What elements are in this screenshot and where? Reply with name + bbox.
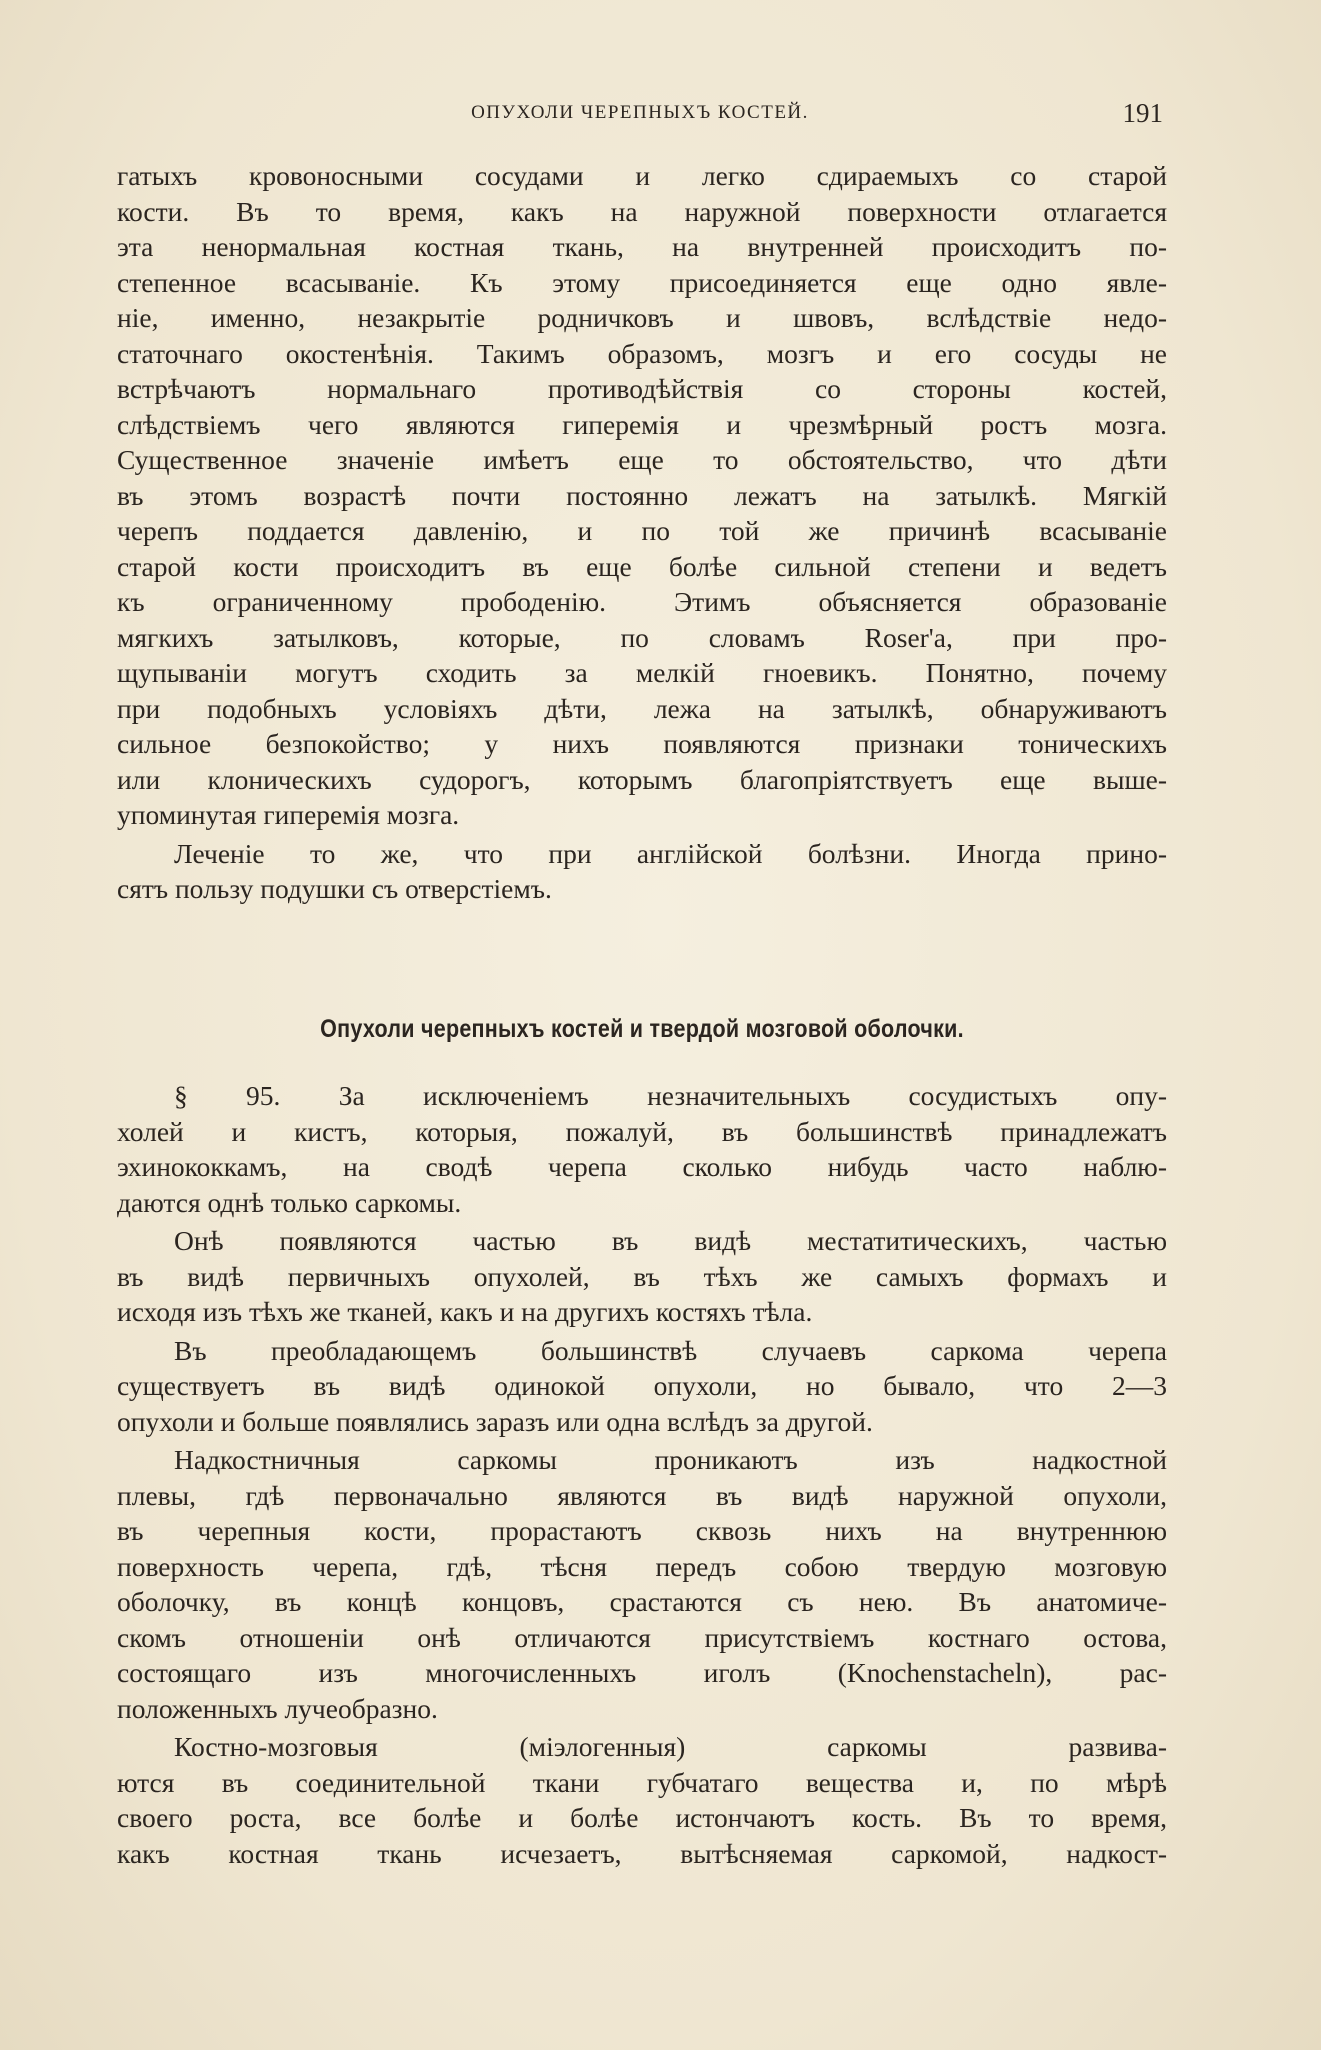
text-line: въ черепныя кости, прорастаютъ сквозь нихъ на внутреннюю [117, 1515, 1167, 1546]
text-line: статочнаго окостенѣнія. Такимъ образомъ, мозгъ и его сосуды не [117, 337, 1167, 369]
text-line: § 95. За исключеніемъ незначительныхъ сосудистыхъ опу- [174, 1080, 1167, 1111]
text-line: или клоническихъ судорогъ, которымъ благопріятствуетъ еще выше- [117, 763, 1167, 795]
text-line: Въ преобладающемъ большинствѣ случаевъ саркома черепа [174, 1334, 1167, 1366]
text-line: гатыхъ кровоносными сосудами и легко сдираемыхъ со старой [117, 160, 1167, 191]
text-line: къ ограниченному прободенію. Этимъ объясняется образованіе [117, 586, 1167, 617]
paragraph [117, 1223, 1167, 1330]
text-line: сятъ пользу подушки съ отверстіемъ. [117, 873, 552, 904]
text-line: черепъ поддается давленію, и по той же причинѣ всасываніе [117, 515, 1167, 546]
paragraph [117, 1442, 1167, 1726]
text-line: старой кости происходитъ въ еще болѣе сильной степени и ведетъ [117, 550, 1167, 582]
text-line: скомъ отношеніи онѣ отличаются присутствіемъ костнаго остова, [117, 1621, 1167, 1653]
text-line: холей и кистъ, которыя, пожалуй, въ большинствѣ принадлежатъ [117, 1115, 1167, 1147]
text-line: эхинококкамъ, на сводѣ черепа сколько нибудь часто наблю- [117, 1151, 1167, 1182]
text-line: исходя изъ тѣхъ же тканей, какъ и на другихъ костяхъ тѣла. [117, 1296, 813, 1327]
paragraph [117, 158, 1167, 833]
text-line: оболочку, въ концѣ концовъ, срастаются съ нею. Въ анатомиче- [117, 1586, 1167, 1617]
text-line: въ этомъ возрастѣ почти постоянно лежатъ на затылкѣ. Мягкій [117, 479, 1167, 511]
paragraph [117, 1078, 1167, 1220]
text-line: эта ненормальная костная ткань, на внутренней происходитъ по- [117, 231, 1167, 262]
text-line: плевы, гдѣ первоначально являются въ видѣ наружной опухоли, [117, 1479, 1167, 1511]
text-line: Существенное значеніе имѣетъ еще то обстоятельство, что дѣти [117, 444, 1167, 475]
page-header [115, 98, 1165, 132]
text-line: поверхность черепа, гдѣ, тѣсня передъ собою твердую мозговую [117, 1550, 1167, 1582]
text-line: при подобныхъ условіяхъ дѣти, лежа на затылкѣ, обнаруживаютъ [117, 692, 1167, 724]
text-line: мягкихъ затылковъ, которые, по словамъ Roser'а, при про- [117, 621, 1167, 653]
text-line: своего роста, все болѣе и болѣе истончаютъ кость. Въ то время, [117, 1802, 1167, 1833]
text-line: кости. Въ то время, какъ на наружной поверхности отлагается [117, 195, 1167, 227]
text-line: опухоли и больше появлялись заразъ или одна вслѣдъ за другой. [117, 1405, 873, 1437]
text-line: слѣдствіемъ чего являются гиперемія и чрезмѣрный ростъ мозга. [117, 408, 1167, 440]
paragraph [117, 836, 1167, 907]
text-line: степенное всасываніе. Къ этому присоединяется еще одно явле- [117, 266, 1167, 298]
text-line: встрѣчаютъ нормальнаго противодѣйствія со стороны костей, [117, 373, 1167, 404]
body-text-section [117, 1078, 1167, 1871]
text-line: Костно-мозговыя (міэлогенныя) саркомы развива- [174, 1731, 1167, 1762]
page-number: 191 [1122, 98, 1163, 128]
text-line: Надкостничныя саркомы проникаютъ изъ надкостной [174, 1444, 1167, 1475]
text-line: даются однѣ только саркомы. [117, 1186, 462, 1218]
text-line: упоминутая гиперемія мозга. [117, 799, 460, 830]
text-line: ніе, именно, незакрытіе родничковъ и швовъ, вслѣдствіе недо- [117, 302, 1167, 333]
text-line: ются въ соединительной ткани губчатаго вещества и, по мѣрѣ [117, 1766, 1167, 1798]
body-text-top [117, 158, 1167, 907]
paragraph [117, 1729, 1167, 1871]
text-line: состоящаго изъ многочисленныхъ иголъ (Knochenstacheln), рас- [117, 1657, 1167, 1688]
text-line: въ видѣ первичныхъ опухолей, въ тѣхъ же самыхъ формахъ и [117, 1260, 1167, 1292]
paragraph [117, 1333, 1167, 1440]
text-line: положенныхъ лучеобразно. [117, 1692, 438, 1724]
text-line: щупываніи могутъ сходить за мелкій гноевикъ. Понятно, почему [117, 657, 1167, 688]
section-heading: Опухоли черепныхъ костей и твердой мозговой оболочки. [320, 1015, 964, 1043]
text-line: сильное безпокойство; у нихъ появляются признаки тоническихъ [117, 728, 1167, 759]
text-line: существуетъ въ видѣ одинокой опухоли, но бывало, что 2—3 [117, 1370, 1167, 1401]
text-line: Леченіе то же, что при англійской болѣзни. Иногда прино- [174, 837, 1167, 869]
text-line: Онѣ появляются частью въ видѣ местатитическихъ, частью [174, 1225, 1167, 1256]
running-title: ОПУХОЛИ ЧЕРЕПНЫХЪ КОСТЕЙ. [471, 102, 809, 123]
text-line: какъ костная ткань исчезаетъ, вытѣсняемая саркомой, надкост- [117, 1837, 1167, 1869]
